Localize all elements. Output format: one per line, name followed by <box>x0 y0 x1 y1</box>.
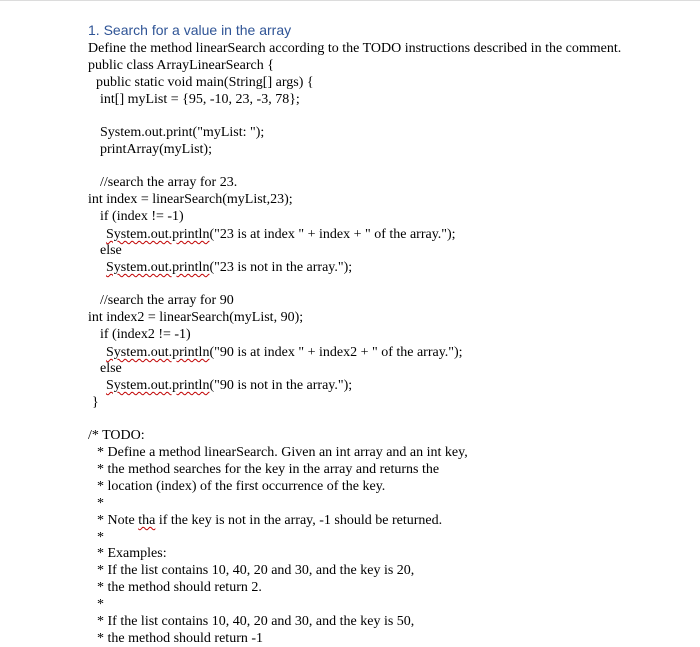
code-else-23: else <box>100 243 122 258</box>
code-main-declaration: public static void main(String[] args) { <box>96 75 314 90</box>
spellcheck-underlined-text: System.out.println <box>106 345 210 360</box>
todo-line-9: * the method should return 2. <box>97 580 262 595</box>
code-notfound-90-rest: ("90 is not in the array."); <box>209 378 353 393</box>
spellcheck-underlined-text: System.out.println <box>106 378 210 393</box>
todo-line-10: * <box>97 597 104 612</box>
code-comment-23: //search the array for 23. <box>100 175 238 190</box>
todo-line-5-prefix: * Note <box>97 513 139 528</box>
section-heading: 1. Search for a value in the array <box>88 22 292 38</box>
todo-line-2: * the method searches for the key in the array and returns the <box>97 462 440 477</box>
todo-line-1: * Define a method linearSearch. Given an int array and an int key, <box>97 445 468 460</box>
code-if-23: if (index != -1) <box>100 209 184 224</box>
todo-open: /* TODO: <box>88 428 145 443</box>
spellcheck-underlined-text: System.out.println <box>106 260 210 275</box>
todo-line-5 <box>97 513 442 529</box>
intro-text: Define the method linearSearch according to the TODO instructions described in the comment. <box>88 41 622 56</box>
todo-line-7: * Examples: <box>97 546 167 561</box>
code-index-90: int index2 = linearSearch(myList, 90); <box>88 310 304 325</box>
code-print-array: printArray(myList); <box>100 142 212 157</box>
code-print-label: System.out.print("myList: "); <box>100 125 265 140</box>
code-notfound-23 <box>106 260 352 276</box>
code-index-23: int index = linearSearch(myList,23); <box>88 192 293 207</box>
todo-line-12: * the method should return -1 <box>97 631 264 646</box>
code-notfound-90 <box>106 378 352 394</box>
code-found-90 <box>106 345 463 361</box>
code-close-brace: } <box>92 395 99 410</box>
code-class-declaration: public class ArrayLinearSearch { <box>88 58 274 73</box>
code-found-23-rest: ("23 is at index " + index + " of the array."); <box>209 227 456 242</box>
spellcheck-underlined-text: tha <box>138 513 156 528</box>
todo-line-6: * <box>97 530 104 545</box>
code-if-90: if (index2 != -1) <box>100 327 191 342</box>
todo-line-8: * If the list contains 10, 40, 20 and 30, and the key is 20, <box>97 563 415 578</box>
todo-line-4: * <box>97 496 104 511</box>
code-notfound-23-rest: ("23 is not in the array."); <box>209 260 353 275</box>
todo-line-11: * If the list contains 10, 40, 20 and 30, and the key is 50, <box>97 614 415 629</box>
code-comment-90: //search the array for 90 <box>100 293 234 308</box>
code-found-90-rest: ("90 is at index " + index2 + " of the array."); <box>209 345 463 360</box>
code-else-90: else <box>100 361 122 376</box>
code-found-23 <box>106 227 456 243</box>
todo-line-5-rest: if the key is not in the array, -1 should be returned. <box>155 513 443 528</box>
code-mylist: int[] myList = {95, -10, 23, -3, 78}; <box>100 92 300 107</box>
todo-line-3: * location (index) of the first occurrence of the key. <box>97 479 386 494</box>
spellcheck-underlined-text: System.out.println <box>106 227 210 242</box>
